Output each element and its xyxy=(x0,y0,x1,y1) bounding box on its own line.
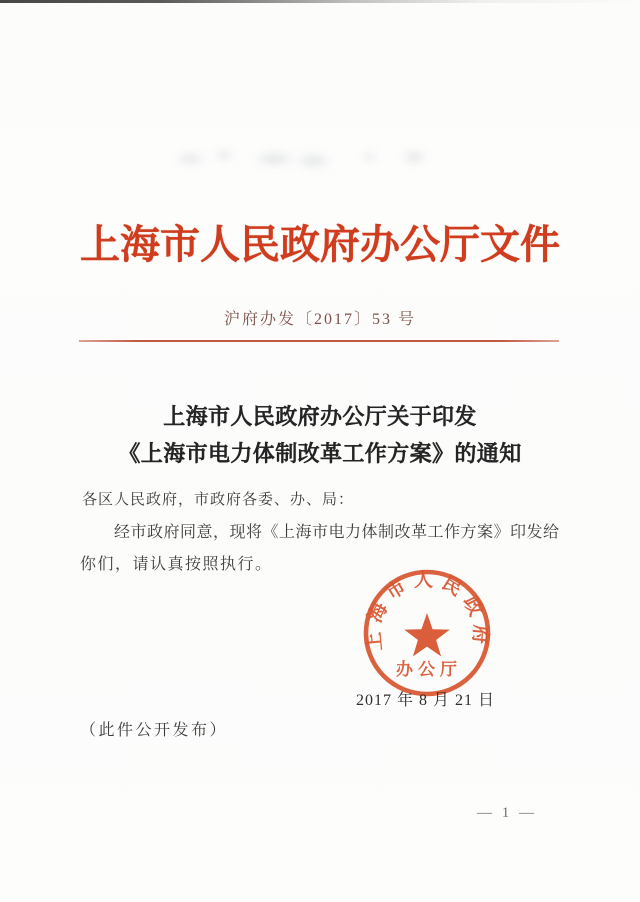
public-release-note: （此件公开发布） xyxy=(80,722,229,739)
letterhead-divider-rule xyxy=(79,340,559,342)
body-paragraph-line-2: 你们，请认真按照执行。 xyxy=(80,556,273,573)
star-icon xyxy=(404,613,450,656)
issue-date: 2017 年 8 月 21 日 xyxy=(356,692,496,709)
notice-title-line-2: 《上海市电力体制改革工作方案》的通知 xyxy=(118,441,522,466)
official-seal xyxy=(357,563,497,703)
letterhead-title: 上海市人民政府办公厅文件 xyxy=(80,222,560,267)
notice-title-line-1: 上海市人民政府办公厅关于印发 xyxy=(163,404,477,429)
body-paragraph-line-1: 经市政府同意，现将《上海市电力体制改革工作方案》印发给 xyxy=(114,524,560,541)
page-number: — 1 — xyxy=(477,805,537,821)
seal-arc-text: 上海市人民政府 xyxy=(363,570,491,652)
salutation-line: 各区人民政府，市政府各委、办、局： xyxy=(82,492,355,508)
document-number: 沪府办发〔2017〕53 号 xyxy=(223,311,416,328)
show-through-smudge xyxy=(168,138,448,176)
seal-bottom-text: 办公厅 xyxy=(396,660,462,679)
scan-edge-artifact xyxy=(0,0,640,3)
